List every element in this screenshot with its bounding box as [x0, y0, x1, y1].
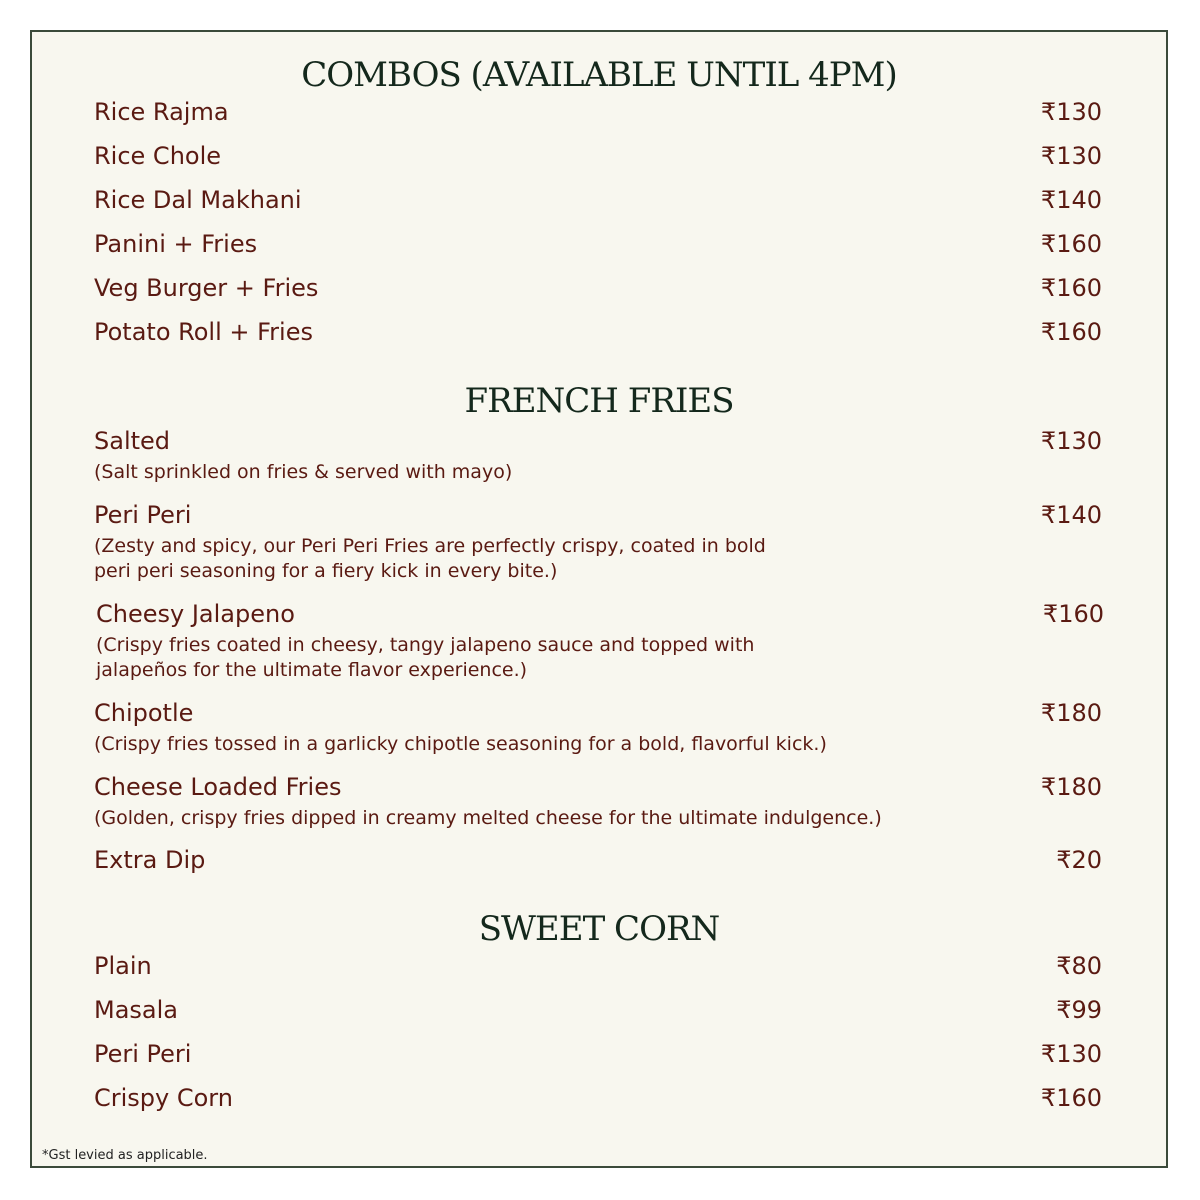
item-name: Cheesy Jalapeno [96, 600, 295, 628]
item-description: (Crispy fries tossed in a garlicky chipotle seasoning for a bold, flavorful kick.) [94, 733, 827, 755]
item-name: Chipotle [94, 699, 194, 727]
item-price: ₹160 [1040, 318, 1102, 346]
menu-card [30, 30, 1168, 1168]
item-name: Panini + Fries [94, 230, 258, 258]
section-title-french-fries: FRENCH FRIES [464, 381, 734, 421]
gst-footnote: *Gst levied as applicable. [42, 1148, 208, 1163]
item-price: ₹160 [1040, 230, 1102, 258]
item-price: ₹130 [1040, 142, 1102, 170]
item-name: Potato Roll + Fries [94, 318, 313, 346]
item-name: Veg Burger + Fries [94, 274, 319, 302]
item-description: peri peri seasoning for a fiery kick in every bite.) [94, 560, 558, 582]
item-price: ₹130 [1040, 1040, 1102, 1068]
item-name: Crispy Corn [94, 1084, 233, 1112]
item-price: ₹140 [1040, 501, 1102, 529]
item-name: Peri Peri [94, 501, 192, 529]
item-name: Salted [94, 427, 171, 455]
item-price: ₹20 [1056, 846, 1102, 874]
item-price: ₹140 [1040, 186, 1102, 214]
item-price: ₹130 [1040, 98, 1102, 126]
item-name: Plain [94, 952, 152, 980]
item-description: (Crispy fries coated in cheesy, tangy jalapeno sauce and topped with [96, 634, 755, 656]
item-name: Masala [94, 996, 178, 1024]
item-description: (Golden, crispy fries dipped in creamy melted cheese for the ultimate indulgence.) [94, 807, 882, 829]
item-price: ₹130 [1040, 427, 1102, 455]
item-price: ₹99 [1056, 996, 1102, 1024]
item-price: ₹160 [1040, 274, 1102, 302]
section-title-sweet-corn: SWEET CORN [478, 909, 720, 949]
item-price: ₹180 [1040, 699, 1102, 727]
item-name: Extra Dip [94, 846, 206, 874]
item-price: ₹80 [1056, 952, 1102, 980]
item-price: ₹160 [1042, 600, 1104, 628]
item-name: Cheese Loaded Fries [94, 773, 342, 801]
item-description: (Zesty and spicy, our Peri Peri Fries are perfectly crispy, coated in bold [94, 535, 766, 557]
item-name: Rice Chole [94, 142, 222, 170]
item-name: Rice Rajma [94, 98, 229, 126]
section-title-combos: COMBOS (AVAILABLE UNTIL 4PM) [301, 55, 897, 95]
item-price: ₹180 [1040, 773, 1102, 801]
item-description: (Salt sprinkled on fries & served with mayo) [94, 461, 513, 483]
item-price: ₹160 [1040, 1084, 1102, 1112]
item-description: jalapeños for the ultimate flavor experience.) [96, 659, 528, 681]
item-name: Peri Peri [94, 1040, 192, 1068]
item-name: Rice Dal Makhani [94, 186, 302, 214]
